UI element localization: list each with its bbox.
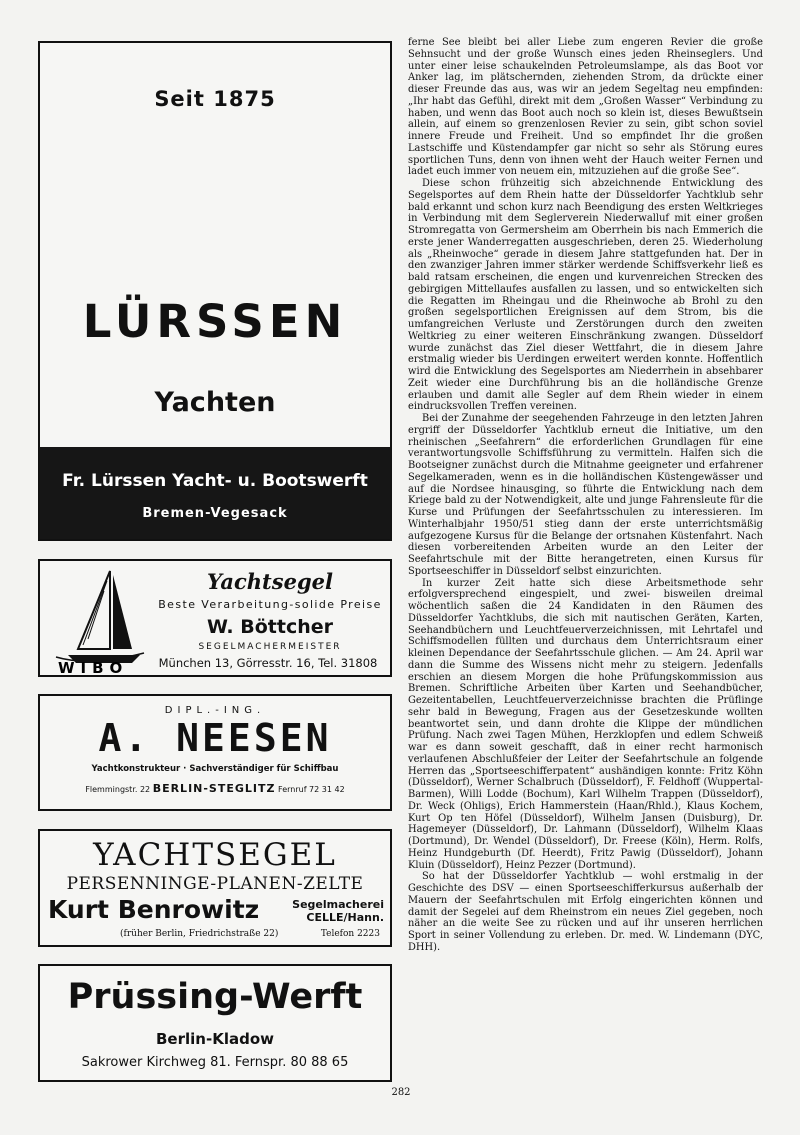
boettcher-script: Yachtsegel — [207, 569, 333, 594]
neesen-dipl: DIPL.-ING. — [164, 705, 266, 716]
benrowitz-city: CELLE/Hann. — [306, 911, 384, 924]
benrowitz-name: Kurt Benrowitz — [48, 895, 260, 924]
luerssen-place: Bremen-Vegesack — [142, 506, 288, 521]
luerssen-since: Seit 1875 — [154, 87, 276, 111]
neesen-address — [40, 782, 390, 795]
benrowitz-line2: PERSENNINGE-PLANEN-ZELTE — [66, 874, 364, 894]
boettcher-address: München 13, Görresstr. 16, Tel. 31808 — [158, 656, 378, 670]
neesen-street: Flemmingstr. 22 — [85, 785, 151, 794]
page-number: 282 — [391, 1087, 411, 1098]
luerssen-ad-band — [40, 447, 390, 539]
pruessing-ad — [38, 964, 392, 1082]
article-paragraph: So hat der Düsseldorfer Yachtklub — wohl erstmalig in der Geschichte des DSV — einen Sportseeschifferkursus außerhalb der Mauern der Seefahrtschulen mit Erfolg eingerichten können und damit der Segelei auf dem Rheinstrom ein neues Ziel gegeben, noch näher an die weite See zu rücken und auf ihr unseren herrlichen Sport in seiner Vollendung zu erleben. Dr. med. W. Lindemann (DYC, DHH). — [408, 871, 763, 953]
neesen-ad — [38, 694, 392, 811]
wibo-logo-text: WIBO — [58, 659, 129, 675]
article-paragraph: ferne See bleibt bei aller Liebe zum engeren Revier die große Sehnsucht und der große Wunsch eines jeden Rheinseglers. Und unter einer leise schaukelnden Petroleumslampe, als das Boot vor Anker lag, im plätschernden, ziehenden Strom, da drückte einer dieser Freunde das aus, was wir an jedem Segeltag neu empfinden: „Ihr habt das Gefühl, direkt mit dem „Großen Wasser“ Verbindung zu haben, und wenn das Boot auch noch so klein ist, dieses Bewußtsein allein, auf einem so grenzenlosen Revier zu sein, gibt schon soviel innere Freude und Freiheit. Und so empfindet Ihr die großen Lastschiffe und Küstendampfer gar nicht so sehr als Störung eures sportlichen Tuns, denn von ihnen weht der Hauch weiter Fernen und ladet euch immer von neuem ein, mitzuziehen auf die große See“. — [408, 37, 763, 178]
boettcher-title: SEGELMACHERMEISTER — [198, 642, 342, 652]
benrowitz-line1: YACHTSEGEL — [93, 837, 337, 873]
benrowitz-trade-block — [292, 898, 384, 924]
benrowitz-phone: Telefon 2223 — [320, 929, 380, 939]
article-paragraph: Diese schon frühzeitig sich abzeichnende Entwicklung des Segelsportes auf dem Rhein hatte der Düsseldorfer Yachtklub sehr bald erkannt und schon kurz nach Beendigung des ersten Weltkrieges in Verbindung mit dem Seglerverein Niederwalluf mit einer großen Stromregatta von Germersheim am Oberrhein bis nach Emmerich die erste jener Wanderregatten ausgeschrieben, deren 25. Wiederholung als „Rheinwoche“ gerade in diesem Jahre stattgefunden hat. Der in den zwanziger Jahren immer stärker werdende Schiffsverkehr ließ es bald ratsam erscheinen, die engen und kurvenreichen Strecken des gebirgigen Mittellaufes ausfallen zu lassen, und so entwickelten sich die Regatten im Rheingau und die Rheinwoche ab Brohl zu den großen segelsportlichen Ereignissen auf dem Strom, bis die umfangreichen Verluste und Zerstörungen durch den zweiten Weltkrieg zu einer weiteren Einschränkung zwangen. Düsseldorf wurde zunächst das Ziel dieser Wettfahrt, die in diesem Jahre erstmalig wieder bis Uerdingen erweitert werden konnte. Hoffentlich wird die Entwicklung des Segelsportes am Niederrhein in absehbarer Zeit wieder eine Durchführung bis an die holländische Grenze erlauben und damit alle Segler auf dem Rhein wieder in einem eindrucksvollen Treffen vereinen. — [408, 178, 763, 413]
pruessing-place: Berlin-Kladow — [156, 1030, 274, 1048]
neesen-city: BERLIN-STEGLITZ — [152, 782, 276, 795]
neesen-role: Yachtkonstrukteur · Sachverständiger für Schiffbau — [91, 764, 339, 774]
article-paragraph: In kurzer Zeit hatte sich diese Arbeitsmethode sehr erfolgversprechend eingespielt, und zwei- bisweilen dreimal wöchentlich saßen die 24 Kandidaten in den Räumen des Düsseldorfer Yachtklubs, die sich mit nautischen Geräten, Karten, Seehandbüchern und Leuchtfeuerverzeichnissen, mit Lehrtafel und Schiffsmodellen füllten und durchaus dem Unterrichtsraum einer kleinen Dependance der Seefahrtsschule glichen. — Am 24. April war dann die Summe des Wissens nicht mehr zu steigern. Jedenfalls erschien an diesem Morgen die hohe Prüfungskommission aus Bremen. Schriftliche Arbeiten über Karten und Seehandbücher, Gezeitentabellen, Leuchtfeuerverzeichnisse brachten die Prüflinge sehr bald in Bewegung, Fragen aus der Gesetzeskunde wollten beantwortet sein, und dann drohte die Klippe der mündlichen Prüfung. Nach zwei Tagen Mühen, Herzklopfen und edlem Schweiß war es dann soweit geschafft, daß in einer recht harmonisch verlaufenen Abschlußfeier der Leiter der Seefahrtschule an folgende Herren das „Sportseeschifferpatent“ aushändigen konnte: Fritz Köhn (Düsseldorf), Werner Schalbruch (Düsseldorf), F. Feldhoff (Wuppertal-Barmen), Willi Lodde (Bochum), Karl Wilhelm Trappen (Düsseldorf), Dr. Weck (Ohligs), Erich Hammerstein (Haan/Rhld.), Klaus Kochem, Kurt Op ten Höfel (Düsseldorf), Wilhelm Jansen (Duisburg), Dr. Hagemeyer (Düsseldorf), Dr. Lahmann (Düsseldorf), Wilhelm Klaas (Dortmund), Dr. Wendel (Düsseldorf), Dr. Freese (Köln), Herm. Rolfs, Heinz Hundgeburth (Df. Heerdt), Fritz Pawig (Düsseldorf), Johann Kluin (Düsseldorf), Heinz Pezzer (Dortmund). — [408, 577, 763, 871]
neesen-phone: Fernruf 72 31 42 — [278, 785, 345, 794]
neesen-name: A. NEESEN — [98, 716, 332, 760]
boettcher-quality: Beste Verarbeitung-solide Preise — [158, 598, 382, 611]
sailboat-logo-icon — [50, 567, 150, 675]
luerssen-ad — [38, 41, 392, 541]
luerssen-name: LÜRSSEN — [82, 295, 348, 348]
pruessing-address: Sakrower Kirchweg 81. Fernspr. 80 88 65 — [81, 1055, 349, 1070]
benrowitz-ad — [38, 829, 392, 947]
luerssen-company: Fr. Lürssen Yacht- u. Bootswerft — [62, 471, 368, 491]
luerssen-subtitle: Yachten — [154, 387, 276, 418]
article-column — [408, 37, 763, 1082]
pruessing-name: Prüssing-Werft — [67, 977, 363, 1017]
article-paragraph: Bei der Zunahme der seegehenden Fahrzeuge in den letzten Jahren ergriff der Düsseldorfer Yachtklub erneut die Initiative, um den rheinischen „Seefahrern“ die erforderlichen Grundlagen für eine verantwortungsvolle Schiffsführung zu vermitteln. Halfen sich die Bootseigner zunächst durch die Mitnahme geeigneter und erfahrener Segelkameraden, wenn es in die holländischen Küstengewässer und auf die Nordsee hinausging, so führte die Entwicklung nach dem Kriege bald zu der Notwendigkeit, alte und junge Fahrensleute für die Kurse und Prüfungen der Seefahrtsschulen zu interessieren. Im Winterhalbjahr 1950/51 stieg dann der erste unterrichtsmäßig aufgezogene Kursus für die Belange der ortsnahen Küstenfahrt. Nach diesen vorbereitenden Arbeiten wurde an den Leiter der Seefahrtschule mit der Bitte herangetreten, einen Kursus für Sportseeschiffer in Düsseldorf selbst einzurichten. — [408, 413, 763, 577]
boettcher-ad — [38, 559, 392, 677]
boettcher-name: W. Böttcher — [207, 616, 333, 638]
benrowitz-former-address: (früher Berlin, Friedrichstraße 22) — [120, 929, 279, 939]
benrowitz-trade: Segelmacherei — [292, 898, 384, 911]
luerssen-ad-top — [40, 43, 390, 447]
